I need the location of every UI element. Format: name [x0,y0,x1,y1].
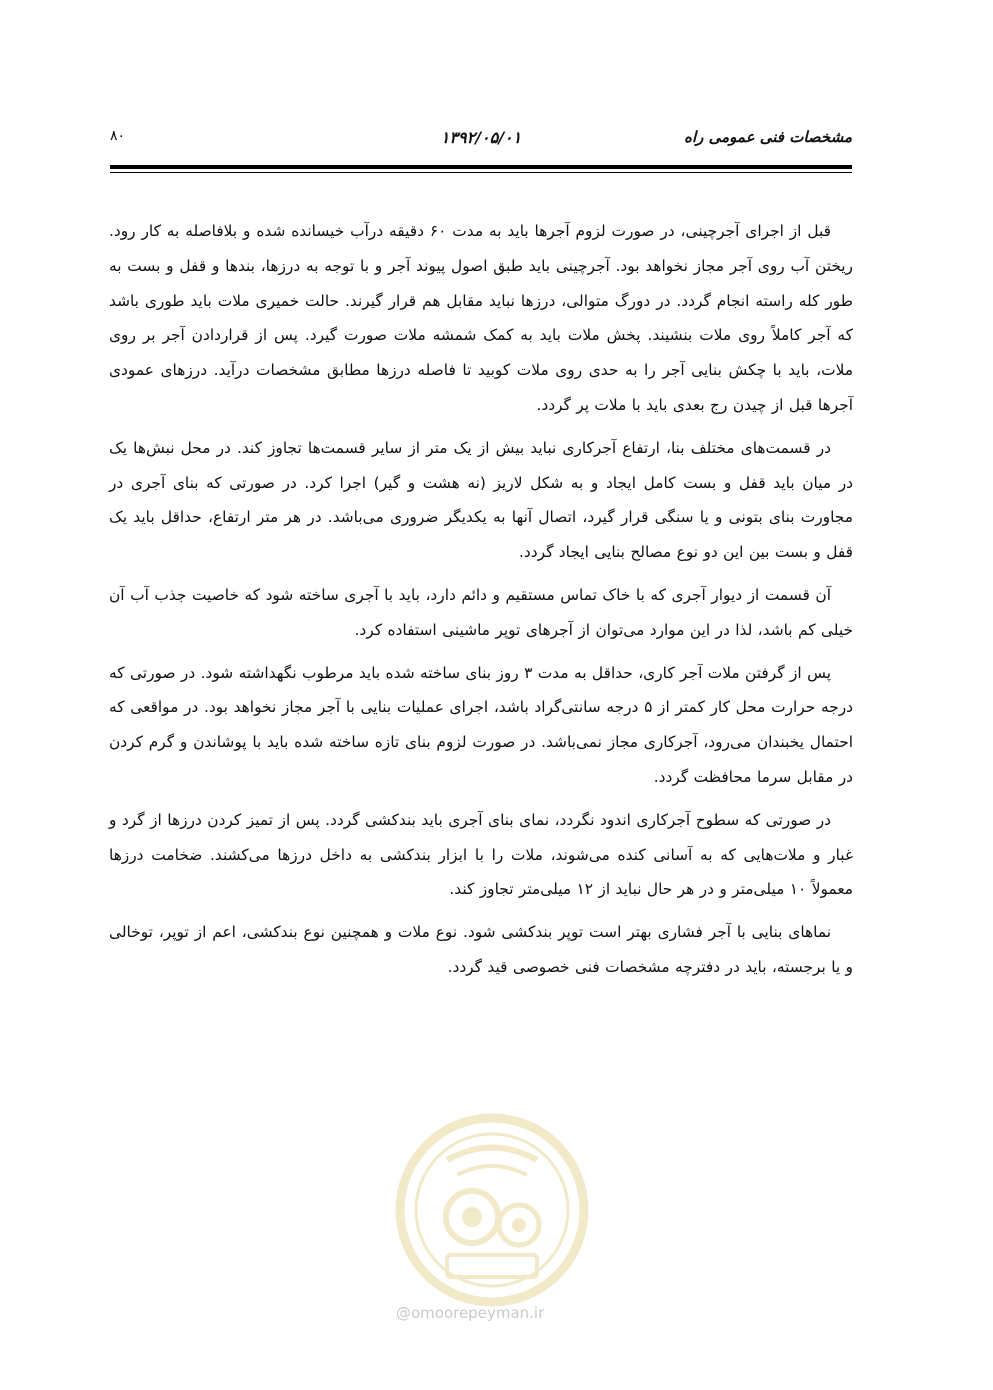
paragraph-5: در صورتی که سطوح آجرکاری اندود نگردد، نمای بنای آجری باید بندکشی گردد. پس از تمیز کردن درزها از گرد و غبار و ملات‌هایی که به آسانی کنده می‌شوند، ملات را با ابزار بندکشی به داخل درزها می‌کشند. ضخامت درزها معمولاً ۱۰ میلی‌متر و در هر حال نباید از ۱۲ میلی‌متر تجاوز کند. [109,810,853,899]
watermark-logo-icon [387,1105,597,1335]
header-title: مشخصات فنی عمومی راه [684,128,852,146]
header-date: ۱۳۹۲/۰۵/۰۱ [440,128,522,147]
watermark-site: @omoorepeyman.ir [396,1304,545,1322]
paragraph-2: در قسمت‌های مختلف بنا، ارتفاع آجرکاری نباید بیش از یک متر از سایر قسمت‌ها تجاوز کند. در محل نبش‌ها یک در میان باید قفل و بست کامل ایجاد و به شکل لاریز (نه هشت و گیر) اجرا کرد. در صورتی که بنای آجری در مجاورت بنای بتونی و یا سنگی قرار گیرد، اتصال آنها به یکدیگر ضروری می‌باشد. در هر متر ارتفاع، حداقل باید یک قفل و بست بین این دو نوع مصالح بنایی ایجاد گردد. [109,438,853,562]
paragraph-4: پس از گرفتن ملات آجر کاری، حداقل به مدت ۳ روز بنای ساخته شده باید مرطوب نگهداشته شود. در صورتی که درجه حرارت محل کار کمتر از ۵ درجه سانتی‌گراد باشد، اجرای عملیات بنایی با آجر مجاز نخواهد بود. در مواقعی که احتمال یخبندان می‌رود، آجرکاری مجاز نمی‌باشد. در صورت لزوم بنای تازه ساخته شده باید با پوشاندن و گرم کردن در مقابل سرما محافظت گردد. [109,663,853,786]
paragraph-6: نماهای بنایی با آجر فشاری بهتر است توپر بندکشی شود. نوع ملات و همچنین نوع بندکشی، اعم از توپر، توخالی و یا برجسته، باید در دفترچه مشخصات فنی خصوصی قید گردد. [109,923,853,976]
paragraph-1: قبل از اجرای آجرچینی، در صورت لزوم آجرها باید به مدت ۶۰ دقیقه درآب خیسانده شده و بلافاصله به کار رود. ریختن آب روی آجر مجاز نخواهد بود. آجرچینی باید طبق اصول پیوند آجر و با توجه به درزها، بندها و قفل و بست به طور کله راسته انجام گردد. در دورگ متوالی، درزها نباید مقابل هم قرار گیرند. حالت خمیری ملات باید طوری باشد که آجر کاملاً روی ملات بنشیند. پخش ملات باید به کمک شمشه ملات صورت گیرد. پس از قراردادن آجر بر روی ملات، باید با چکش بنایی آجر را به حدی روی ملات کوبید تا فاصله درزها مطابق مشخصات درآید. درزهای عمودی آجرها قبل از چیدن رج بعدی باید با ملات پر گردد. [109,222,853,414]
header-rule-thick [110,165,852,169]
page-header [110,128,852,154]
page-number: ۸۰ [110,128,126,144]
header-rule-thin [110,172,852,173]
paragraph-3: آن قسمت از دیوار آجری که با خاک تماس مستقیم و دائم دارد، باید با آجری ساخته شود که خاصیت جذب آب آن خیلی کم باشد، لذا در این موارد می‌توان از آجرهای توپر ماشینی استفاده کرد. [109,585,853,639]
body-text [109,214,853,993]
